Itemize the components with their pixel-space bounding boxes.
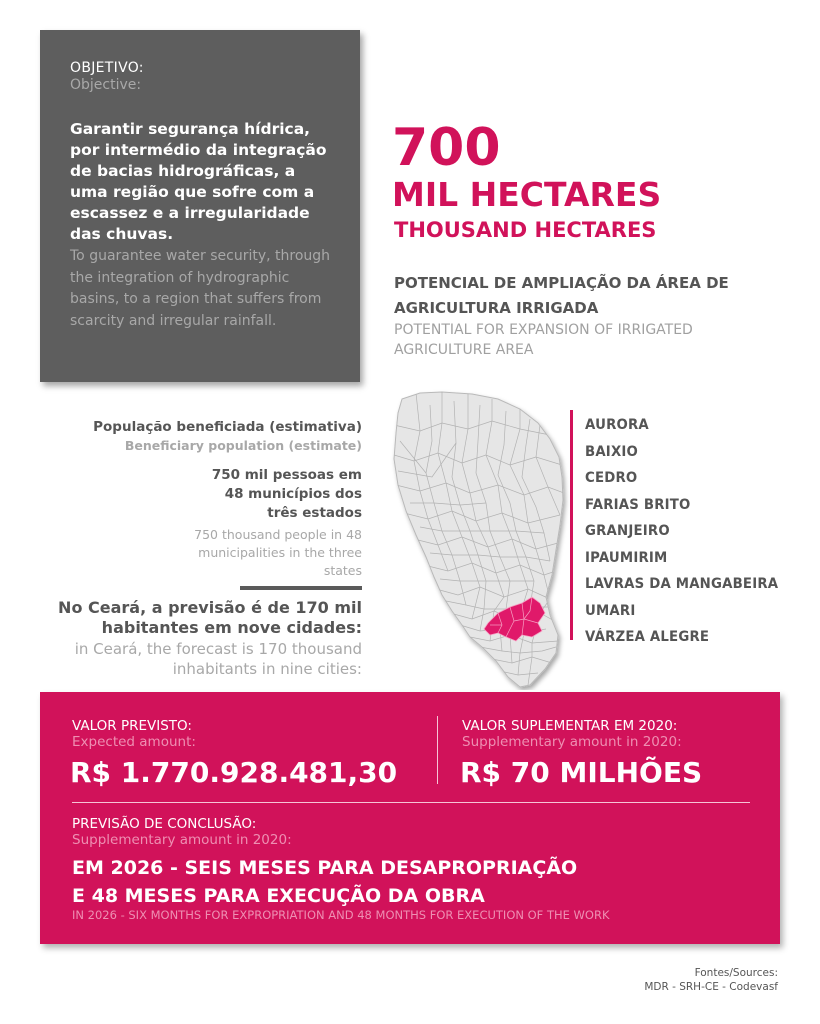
city-ipaumirim: IPAUMIRIM <box>585 549 668 566</box>
city-umari: UMARI <box>585 602 636 619</box>
city-aurora: AURORA <box>585 417 649 433</box>
cities-list <box>585 412 788 651</box>
expected-amount-value: R$ 1.770.928.481,30 <box>70 756 398 789</box>
population-count: 750 mil pessoas em 48 municípios dos três estados <box>211 467 362 521</box>
city-farias-brito: FARIAS BRITO <box>585 496 691 513</box>
completion-label: PREVISÃO DE CONCLUSÃO: <box>72 816 257 832</box>
sources-list: MDR - SRH-CE - Codevasf <box>644 981 778 993</box>
ceara-map <box>380 385 570 690</box>
city-cedro: CEDRO <box>585 470 638 486</box>
hectares-unit-pt: MIL HECTARES <box>392 175 662 214</box>
ceara-forecast-en: in Ceará, the forecast is 170 thousand inhabitants in nine cities: <box>74 640 362 678</box>
expected-amount-label: VALOR PREVISTO: <box>72 718 192 734</box>
finance-horizontal-divider <box>72 802 750 803</box>
expected-amount-label-en: Expected amount: <box>72 734 196 750</box>
supplementary-amount-label-en: Supplementary amount in 2020: <box>462 734 682 750</box>
city-baixio: BAIXIO <box>585 443 639 460</box>
completion-text-en: IN 2026 - SIX MONTHS FOR EXPROPRIATION AND 48 MONTHS FOR EXECUTION OF THE WORK <box>72 908 610 922</box>
population-block <box>42 418 362 679</box>
objective-label: OBJETIVO: <box>70 60 144 76</box>
potential-description-pt: POTENCIAL DE AMPLIAÇÃO DA ÁREA DE AGRICULTURA IRRIGADA <box>394 274 729 317</box>
supplementary-amount-label: VALOR SUPLEMENTAR EM 2020: <box>462 718 678 734</box>
supplementary-amount-value: R$ 70 MILHÕES <box>460 756 703 789</box>
sources-label: Fontes/Sources: <box>694 967 778 979</box>
objective-panel <box>40 30 360 382</box>
population-divider <box>240 586 362 590</box>
hectares-number: 700 <box>392 118 501 178</box>
population-title-en: Beneficiary population (estimate) <box>124 438 362 453</box>
completion-line-1: EM 2026 - SEIS MESES PARA DESAPROPRIAÇÃO <box>72 857 578 879</box>
population-title: População beneficiada (estimativa) <box>93 419 362 435</box>
completion-label-en: Supplementary amount in 2020: <box>72 832 292 848</box>
finance-panel <box>40 692 780 944</box>
cities-accent-bar <box>570 410 573 640</box>
completion-line-2: E 48 MESES PARA EXECUÇÃO DA OBRA <box>72 885 485 907</box>
finance-vertical-divider <box>437 716 438 784</box>
city-lavras-da-mangabeira: LAVRAS DA MANGABEIRA <box>585 576 779 592</box>
population-count-en: 750 thousand people in 48 municipalities in the three states <box>194 527 362 578</box>
hectares-unit-en: THOUSAND HECTARES <box>394 218 657 242</box>
ceara-map-graphic <box>380 385 570 690</box>
city-varzea-alegre: VÁRZEA ALEGRE <box>585 629 710 645</box>
ceara-forecast: No Ceará, a previsão é de 170 mil habitantes em nove cidades: <box>58 598 362 637</box>
potential-description-en: POTENTIAL FOR EXPANSION OF IRRIGATED AGRICULTURE AREA <box>394 322 693 358</box>
objective-text-en: To guarantee water security, through the integration of hydrographic basins, to a region that suffers from scarcity and irregular rainfall. <box>70 248 331 329</box>
sources <box>644 966 778 994</box>
city-granjeiro: GRANJEIRO <box>585 523 670 539</box>
objective-label-en: Objective: <box>70 77 142 93</box>
completion-text <box>72 854 577 910</box>
objective-text-pt: Garantir segurança hídrica, por intermédio da integração de bacias hidrográficas, a uma região que sofre com a escassez e a irregularidade das chuvas. <box>70 120 327 243</box>
